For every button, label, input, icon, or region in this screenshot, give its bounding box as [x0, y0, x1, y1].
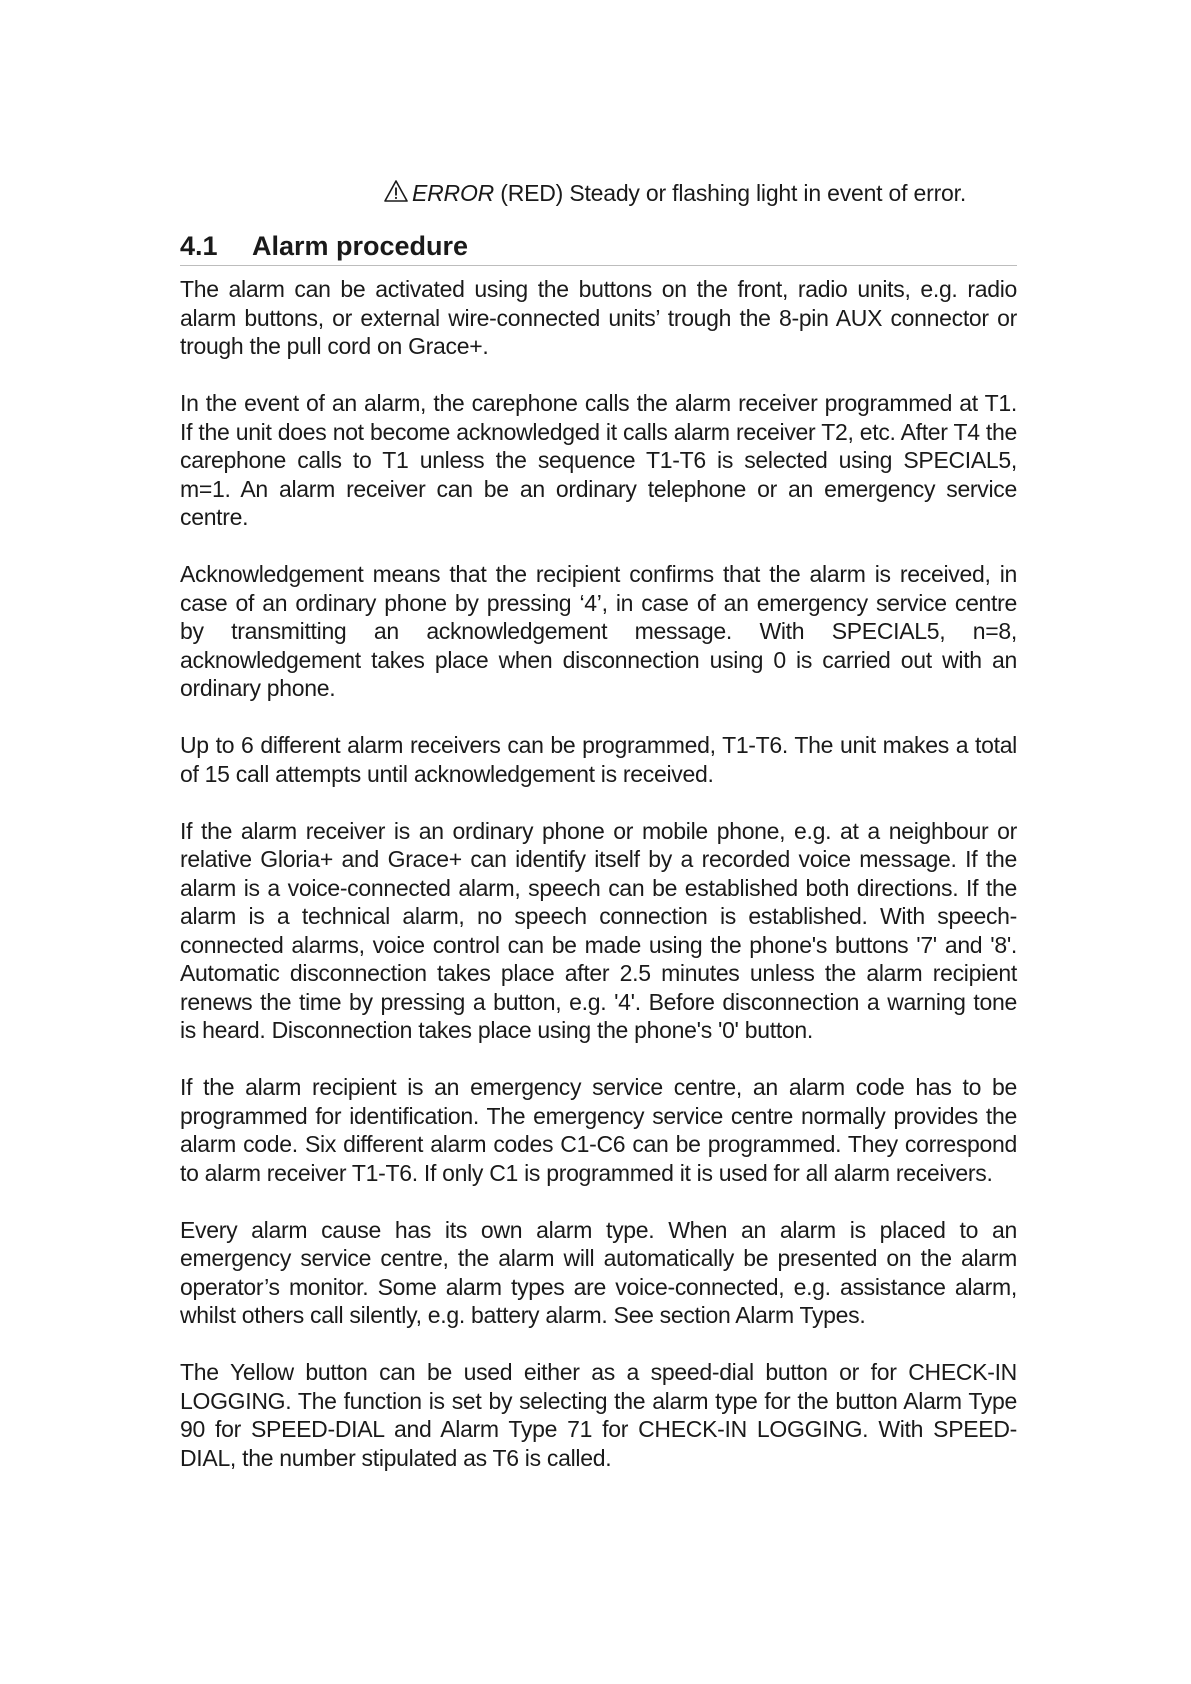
paragraph-alarm-types: Every alarm cause has its own alarm type. When an alarm is placed to an emergency service centre, the alarm will automatically be presented on the alarm operator’s monitor. Some alarm types are voice-connected, e.g. assistance alarm, whilst others call silently, e.g. battery alarm. See section Alarm Types.: [180, 1216, 1017, 1328]
paragraph-yellow-button: The Yellow button can be used either as a speed-dial button or for CHECK-IN LOGGING. The function is set by selecting the alarm type for the button Alarm Type 90 for SPEED-DIAL and Alarm Type 71 for CHECK-IN LOGGING. With SPEED-DIAL, the number stipulated as T6 is called.: [180, 1359, 1017, 1471]
section-number: 4.1: [180, 231, 218, 261]
paragraph-ordinary-phone: If the alarm receiver is an ordinary phone or mobile phone, e.g. at a neighbour or relative Gloria+ and Grace+ can identify itself by a recorded voice message. If the alarm is a voice-connected alarm, speech can be established both directions. If the alarm is a technical alarm, no speech connection is established. With speech-connected alarms, voice control can be made using the phone's buttons '7' and '8'. Automatic disconnection takes place after 2.5 minutes unless the alarm recipient renews the time by pressing a button, e.g. '4'. Before disconnection a warning tone is heard. Disconnection takes place using the phone's '0' button.: [180, 817, 1017, 1043]
section-title: Alarm procedure: [252, 231, 469, 261]
warning-triangle-icon: [384, 179, 408, 203]
error-label: ERROR: [412, 180, 495, 206]
paragraph-activation: The alarm can be activated using the buttons on the front, radio units, e.g. radio alarm buttons, or external wire-connected units’ trough the 8-pin AUX connector or trough the pull cord on Grace+.: [180, 276, 1017, 359]
error-description: (RED) Steady or flashing light in event of error.: [494, 180, 967, 206]
paragraph-service-centre: If the alarm recipient is an emergency service centre, an alarm code has to be programmed for identification. The emergency service centre normally provides the alarm code. Six different alarm codes C1-C6 can be programmed. They correspond to alarm receiver T1-T6. If only C1 is programmed it is used for all alarm receivers.: [180, 1074, 1017, 1186]
paragraph-receivers: Up to 6 different alarm receivers can be programmed, T1-T6. The unit makes a total of 15 call attempts until acknowledgement is received.: [180, 732, 1017, 787]
paragraph-call-sequence: In the event of an alarm, the carephone calls the alarm receiver programmed at T1. If the unit does not become acknowledged it calls alarm receiver T2, etc. After T4 the carephone calls to T1 unless the sequence T1-T6 is selected using SPECIAL5, m=1. An alarm receiver can be an ordinary telephone or an emergency service centre.: [180, 390, 1017, 530]
section-heading: [180, 229, 1017, 266]
error-indicator-line: [384, 178, 966, 208]
section-body: [180, 275, 1017, 1501]
paragraph-acknowledgement: Acknowledgement means that the recipient confirms that the alarm is received, in case of an ordinary phone by pressing ‘4’, in case of an emergency service centre by transmitting an acknowledgement message. With SPECIAL5, n=8, acknowledgement takes place when disconnection using 0 is carried out with an ordinary phone.: [180, 561, 1017, 701]
